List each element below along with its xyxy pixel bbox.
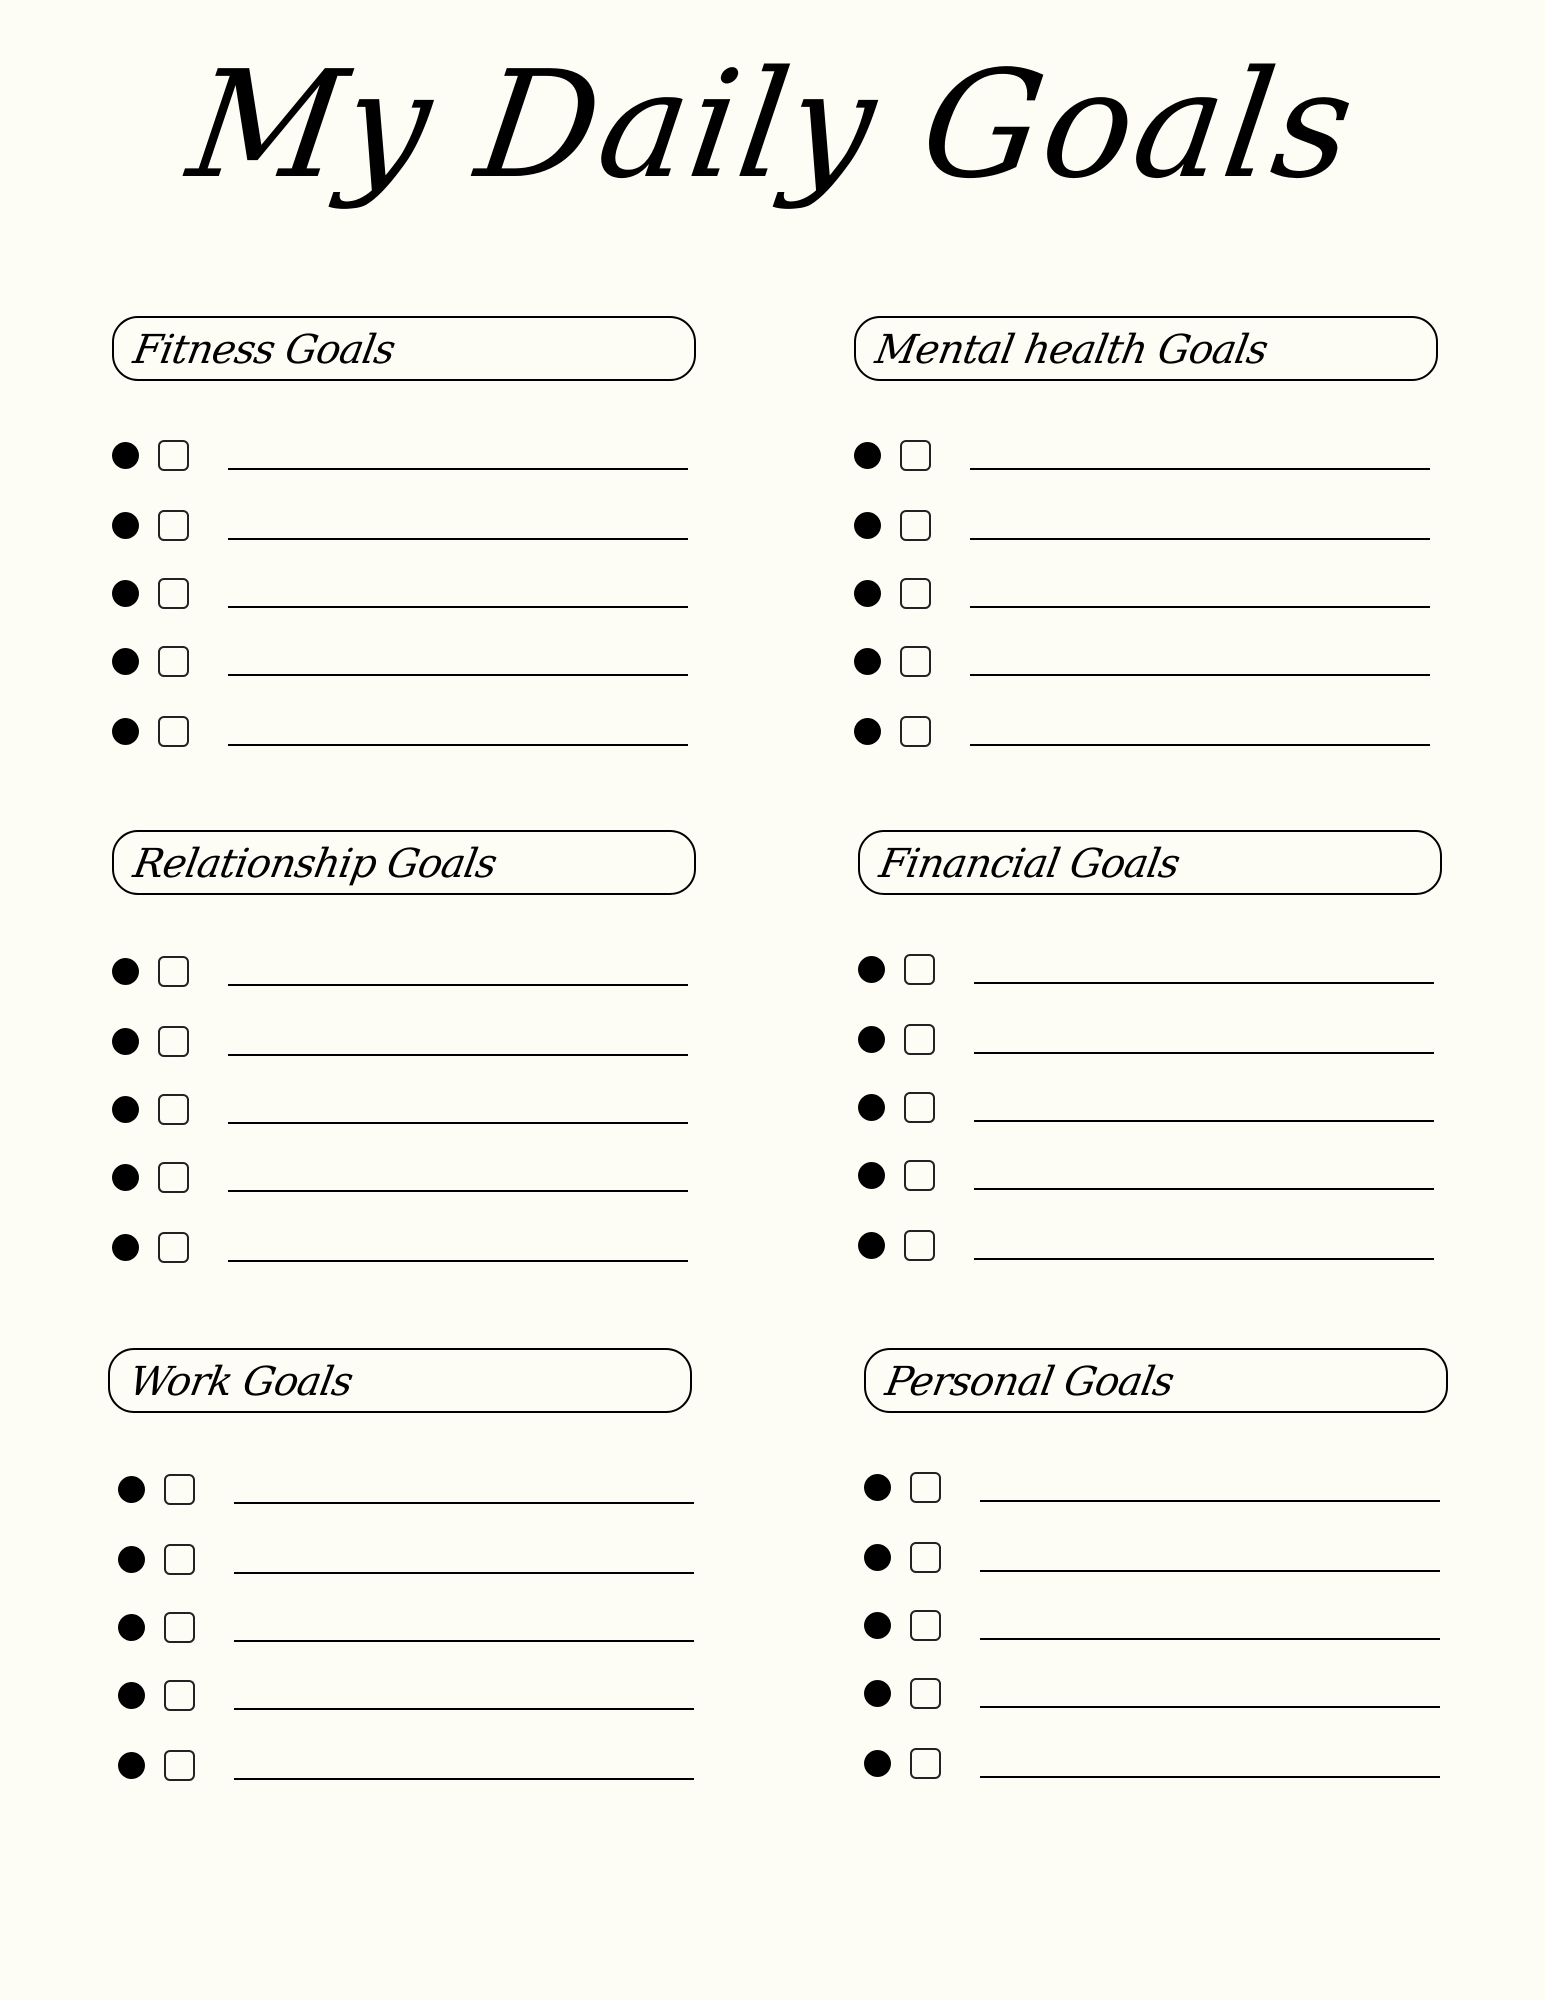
bullet-icon <box>112 1234 139 1261</box>
section-fitness-goals <box>112 316 712 776</box>
bullet-icon <box>854 718 881 745</box>
goal-row <box>864 1468 1464 1508</box>
bullet-icon <box>858 1232 885 1259</box>
goal-row <box>864 1606 1464 1646</box>
bullet-icon <box>854 512 881 539</box>
bullet-icon <box>112 512 139 539</box>
goal-checkbox[interactable] <box>904 1160 935 1191</box>
bullet-icon <box>112 1028 139 1055</box>
section-personal-goals <box>864 1348 1464 1808</box>
goal-write-line[interactable] <box>228 468 688 470</box>
goal-write-line[interactable] <box>234 1502 694 1504</box>
goal-row <box>864 1538 1464 1578</box>
goal-checkbox[interactable] <box>164 1612 195 1643</box>
goal-write-line[interactable] <box>980 1500 1440 1502</box>
goal-write-line[interactable] <box>970 744 1430 746</box>
goal-write-line[interactable] <box>980 1570 1440 1572</box>
goal-checkbox[interactable] <box>910 1678 941 1709</box>
bullet-icon <box>854 442 881 469</box>
goal-write-line[interactable] <box>228 744 688 746</box>
section-header-fitness <box>112 316 696 381</box>
section-header-relationship <box>112 830 696 895</box>
goal-write-line[interactable] <box>228 1260 688 1262</box>
goal-row <box>854 574 1454 614</box>
bullet-icon <box>854 580 881 607</box>
bullet-icon <box>858 1162 885 1189</box>
goal-write-line[interactable] <box>228 1054 688 1056</box>
goal-checkbox[interactable] <box>910 1748 941 1779</box>
goal-row <box>112 952 712 992</box>
goal-checkbox[interactable] <box>158 646 189 677</box>
goal-write-line[interactable] <box>228 606 688 608</box>
bullet-icon <box>112 442 139 469</box>
goal-checkbox[interactable] <box>158 578 189 609</box>
section-financial-goals <box>858 830 1458 1290</box>
goal-row <box>854 436 1454 476</box>
goal-row <box>112 506 712 546</box>
goal-write-line[interactable] <box>228 538 688 540</box>
goal-row <box>858 1088 1458 1128</box>
goal-write-line[interactable] <box>970 674 1430 676</box>
goal-write-line[interactable] <box>228 1122 688 1124</box>
bullet-icon <box>864 1680 891 1707</box>
goal-write-line[interactable] <box>974 1188 1434 1190</box>
goal-checkbox[interactable] <box>164 1680 195 1711</box>
goal-write-line[interactable] <box>980 1638 1440 1640</box>
bullet-icon <box>864 1750 891 1777</box>
goal-checkbox[interactable] <box>158 1162 189 1193</box>
goal-checkbox[interactable] <box>910 1542 941 1573</box>
bullet-icon <box>112 1164 139 1191</box>
goal-write-line[interactable] <box>974 1258 1434 1260</box>
goal-checkbox[interactable] <box>904 1092 935 1123</box>
goal-row <box>858 950 1458 990</box>
goal-row <box>112 436 712 476</box>
goal-row <box>112 712 712 752</box>
goal-row <box>112 1090 712 1130</box>
bullet-icon <box>858 1026 885 1053</box>
goal-row <box>112 574 712 614</box>
goal-row <box>854 506 1454 546</box>
goal-row <box>864 1744 1464 1784</box>
section-header-mental-health <box>854 316 1438 381</box>
bullet-icon <box>118 1752 145 1779</box>
goal-row <box>858 1156 1458 1196</box>
goal-write-line[interactable] <box>234 1572 694 1574</box>
goal-write-line[interactable] <box>970 606 1430 608</box>
bullet-icon <box>864 1474 891 1501</box>
bullet-icon <box>854 648 881 675</box>
goal-checkbox[interactable] <box>158 956 189 987</box>
goal-row <box>112 642 712 682</box>
goal-write-line[interactable] <box>980 1706 1440 1708</box>
goal-checkbox[interactable] <box>158 1232 189 1263</box>
bullet-icon <box>864 1544 891 1571</box>
bullet-icon <box>858 956 885 983</box>
goal-write-line[interactable] <box>974 1120 1434 1122</box>
goal-write-line[interactable] <box>974 1052 1434 1054</box>
goal-write-line[interactable] <box>234 1708 694 1710</box>
section-relationship-goals <box>112 830 712 1290</box>
goal-checkbox[interactable] <box>910 1472 941 1503</box>
bullet-icon <box>112 1096 139 1123</box>
goal-checkbox[interactable] <box>900 510 931 541</box>
goal-checkbox[interactable] <box>904 1024 935 1055</box>
bullet-icon <box>112 718 139 745</box>
goal-row <box>858 1226 1458 1266</box>
goal-write-line[interactable] <box>228 674 688 676</box>
section-title-work: Work Goals <box>125 1359 356 1405</box>
goal-checkbox[interactable] <box>158 510 189 541</box>
goal-checkbox[interactable] <box>910 1610 941 1641</box>
section-title-financial: Financial Goals <box>875 841 1183 887</box>
goal-row <box>854 642 1454 682</box>
bullet-icon <box>118 1546 145 1573</box>
section-mental-health-goals <box>854 316 1454 776</box>
goal-row <box>112 1022 712 1062</box>
goal-checkbox[interactable] <box>904 1230 935 1261</box>
goal-checkbox[interactable] <box>164 1544 195 1575</box>
section-title-relationship: Relationship Goals <box>129 841 500 887</box>
section-header-financial <box>858 830 1442 895</box>
goal-checkbox[interactable] <box>158 1026 189 1057</box>
goal-row <box>118 1676 718 1716</box>
goal-row <box>112 1158 712 1198</box>
bullet-icon <box>112 958 139 985</box>
section-title-fitness: Fitness Goals <box>129 327 399 373</box>
goal-checkbox[interactable] <box>158 716 189 747</box>
goal-row <box>112 1228 712 1268</box>
section-title-personal: Personal Goals <box>881 1359 1177 1405</box>
goal-checkbox[interactable] <box>900 578 931 609</box>
goal-write-line[interactable] <box>970 538 1430 540</box>
goal-row <box>118 1540 718 1580</box>
bullet-icon <box>118 1476 145 1503</box>
goal-checkbox[interactable] <box>900 716 931 747</box>
goal-row <box>118 1470 718 1510</box>
goal-row <box>118 1746 718 1786</box>
goal-checkbox[interactable] <box>164 1474 195 1505</box>
bullet-icon <box>112 580 139 607</box>
goal-write-line[interactable] <box>970 468 1430 470</box>
goal-checkbox[interactable] <box>900 646 931 677</box>
goal-write-line[interactable] <box>974 982 1434 984</box>
goal-write-line[interactable] <box>228 984 688 986</box>
goal-row <box>118 1608 718 1648</box>
goal-checkbox[interactable] <box>158 440 189 471</box>
section-work-goals <box>118 1348 718 1808</box>
section-header-work <box>108 1348 692 1413</box>
goal-checkbox[interactable] <box>904 954 935 985</box>
section-title-mental-health: Mental health Goals <box>871 327 1271 373</box>
bullet-icon <box>118 1614 145 1641</box>
goal-write-line[interactable] <box>234 1778 694 1780</box>
bullet-icon <box>858 1094 885 1121</box>
goal-write-line[interactable] <box>980 1776 1440 1778</box>
bullet-icon <box>112 648 139 675</box>
goal-row <box>854 712 1454 752</box>
bullet-icon <box>118 1682 145 1709</box>
goal-row <box>858 1020 1458 1060</box>
bullet-icon <box>864 1612 891 1639</box>
section-header-personal <box>864 1348 1448 1413</box>
goal-row <box>864 1674 1464 1714</box>
goal-checkbox[interactable] <box>900 440 931 471</box>
goal-write-line[interactable] <box>228 1190 688 1192</box>
goal-checkbox[interactable] <box>158 1094 189 1125</box>
page-title: My Daily Goals <box>179 39 1366 211</box>
goal-write-line[interactable] <box>234 1640 694 1642</box>
goal-checkbox[interactable] <box>164 1750 195 1781</box>
